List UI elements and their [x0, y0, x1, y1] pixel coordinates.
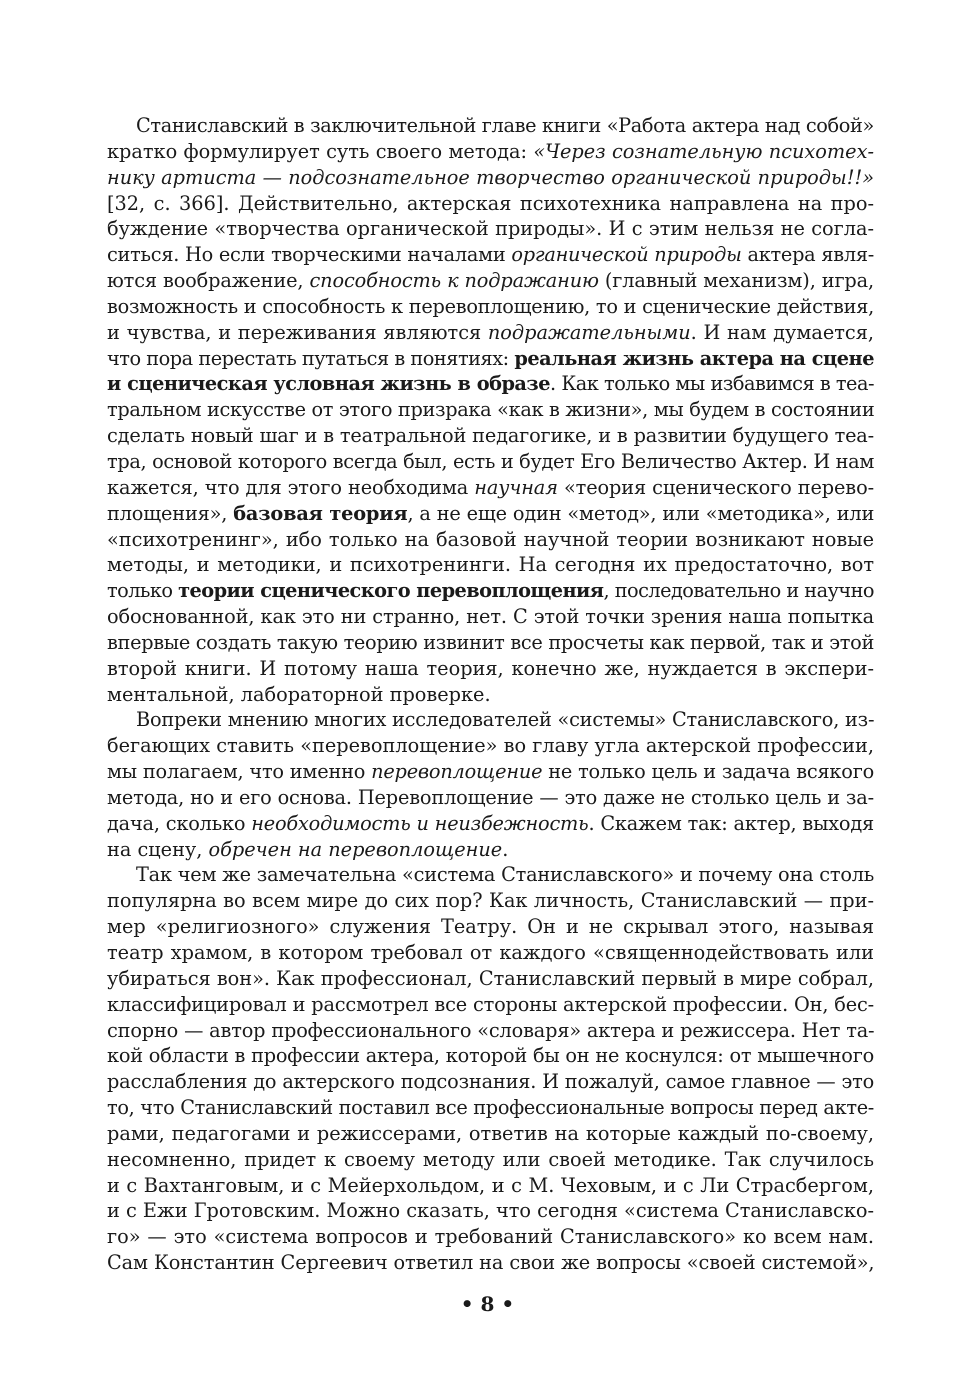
text-run: и с Вахтанговым, и с Мейерхольдом, и с М. Чеховым, и с Ли Страсбергом, — [107, 1173, 874, 1197]
text-line — [107, 992, 874, 1018]
text-line — [107, 242, 874, 268]
text-run: театр храмом, в котором требовал от каждого «священнодействовать или — [107, 941, 874, 964]
text-run: площения», — [107, 501, 234, 525]
italic-run: нику артиста — подсознательное творчество органической природы!!» — [107, 165, 874, 189]
text-line — [107, 1043, 874, 1069]
text-line — [107, 656, 874, 682]
text-line — [107, 1250, 874, 1276]
text-run: только — [107, 579, 179, 603]
paragraph — [107, 862, 874, 1276]
text-line — [107, 294, 874, 320]
text-run: кажется, что для этого необходима — [107, 475, 475, 499]
bold-run: базовая теория — [233, 501, 408, 525]
text-line — [107, 191, 874, 217]
text-line — [107, 527, 874, 553]
text-line — [107, 811, 874, 837]
text-run: ситься. Но если творческими началами — [107, 243, 512, 267]
text-run: не только цель и задача всякого — [542, 760, 874, 784]
text-run: кой области в профессии актера, которой бы он не коснулся: от мышечного — [107, 1044, 874, 1068]
text-run: Вопреки мнению многих исследователей «системы» Станиславского, из- — [136, 708, 875, 732]
text-run: актера явля- — [741, 243, 874, 267]
text-run: [32, с. 366]. Действительно, актерская психотехника направлена на про- — [107, 191, 874, 215]
paragraph — [107, 113, 874, 707]
text-run: бегающих ставить «перевоплощение» во главу угла актерской профессии, — [107, 734, 874, 758]
text-run: классифицировал и рассмотрел все стороны актерской профессии. Он, бес- — [107, 992, 875, 1016]
text-line — [107, 475, 874, 501]
text-run: убираться вон». Как профессионал, Станиславский первый в мире собрал, — [107, 966, 874, 990]
italic-run: способность к подражанию — [309, 269, 599, 293]
text-run: Так чем же замечательна «система Станиславского» и почему она столь — [136, 863, 875, 887]
text-run: обоснованной, как это ни странно, нет. С этой точки зрения наша попытка — [107, 605, 874, 629]
text-line — [107, 966, 874, 992]
text-line — [107, 707, 874, 733]
italic-run: подражательными — [487, 320, 691, 344]
text-run: что пора перестать путаться в понятиях: — [107, 346, 515, 370]
bold-run: теории сценического перевоплощения — [178, 579, 604, 603]
text-line — [107, 216, 874, 242]
text-line — [107, 1224, 874, 1250]
text-run: . — [502, 837, 509, 861]
text-run: второй книги. И потому наша теория, конечно же, нуждается в экспери- — [107, 656, 874, 680]
text-run: то, что Станиславский поставил все профессиональные вопросы перед акте- — [107, 1096, 874, 1120]
text-line — [107, 630, 874, 656]
text-line — [107, 1095, 874, 1121]
text-run: тра, основой которого всегда был, есть и будет Его Величество Актер. И нам — [107, 449, 874, 473]
italic-run: «Через сознательную психотех- — [533, 139, 874, 163]
text-run: . И нам думается, — [690, 320, 874, 344]
text-run: рами, педагогами и режиссерами, ответив на которые каждый по-своему, — [107, 1121, 874, 1145]
text-line — [107, 1069, 874, 1095]
page-number: • 8 • — [460, 1292, 515, 1316]
text-run: впервые создать такую теорию извинит все просчеты как первой, так и этой — [107, 630, 874, 654]
text-run: . Скажем так: актер, выходя — [588, 811, 875, 835]
text-line — [107, 1198, 874, 1224]
text-line — [107, 165, 874, 191]
italic-run: перевоплощение — [371, 760, 543, 784]
text-run: . Как только мы избавимся в теа- — [550, 372, 875, 396]
text-run: мер «религиозного» служения Театру. Он и не скрывал этого, называя — [107, 915, 874, 939]
italic-run: обречен на перевоплощение — [208, 837, 503, 861]
text-line — [107, 346, 874, 372]
text-run: расслабления до актерского подсознания. И пожалуй, самое главное — это — [107, 1070, 875, 1094]
italic-run: научная — [474, 475, 558, 499]
bold-run: реальная жизнь актера на сцене — [514, 346, 874, 370]
text-line — [107, 604, 874, 630]
text-line — [107, 837, 874, 863]
italic-run: необходимость и неизбежность — [251, 811, 589, 835]
text-run: тральном искусстве от этого призрака «как в жизни», мы будем в состоянии — [107, 398, 875, 422]
text-line — [107, 733, 874, 759]
text-run: , а не еще один «метод», или «методика», или — [407, 501, 875, 525]
text-line — [107, 423, 874, 449]
text-run: буждение «творчества органической природы». И с этим нельзя не согла- — [107, 217, 874, 241]
text-line — [107, 449, 874, 475]
text-run: возможность и способность к перевоплощению, то и сценические действия, — [107, 294, 874, 318]
text-run: популярна во всем мире до сих пор? Как личность, Станиславский — при- — [107, 889, 874, 913]
text-run: дача, сколько — [107, 811, 252, 835]
text-run: несомненно, придет к своему методу или своей методике. Так случилось — [107, 1147, 874, 1171]
text-run: спорно — автор профессионального «словаря» актера и режиссера. Нет та- — [107, 1018, 875, 1042]
text-line — [107, 759, 874, 785]
text-line — [107, 888, 874, 914]
text-line — [107, 1121, 874, 1147]
text-line — [107, 552, 874, 578]
text-run: Сам Константин Сергеевич ответил на свои же вопросы «своей системой», — [107, 1251, 875, 1275]
text-run: го» — это «система вопросов и требований Станиславского» ко всем нам. — [107, 1225, 874, 1249]
text-line — [107, 940, 874, 966]
text-run: , последовательно и научно — [603, 579, 874, 603]
text-line — [107, 1018, 874, 1044]
body-text — [107, 113, 874, 1276]
text-run: метода, но и его основа. Перевоплощение — это даже не столько цель и за- — [107, 785, 874, 809]
text-line — [107, 1147, 874, 1173]
text-line — [107, 578, 874, 604]
text-run: ментальной, лабораторной проверке. — [107, 682, 491, 706]
text-line — [107, 785, 874, 811]
text-line — [107, 501, 874, 527]
text-line — [107, 371, 874, 397]
text-run: сделать новый шаг и в театральной педагогике, и в развитии будущего теа- — [107, 424, 874, 448]
text-line — [107, 914, 874, 940]
text-run: мы полагаем, что именно — [107, 760, 372, 784]
text-run: «психотренинг», ибо только на базовой научной теории возникают новые — [107, 527, 874, 551]
text-run: на сцену, — [107, 837, 209, 861]
text-run: (главный механизм), игра, — [598, 269, 875, 293]
text-line — [107, 862, 874, 888]
text-run: и чувства, и переживания являются — [107, 320, 488, 344]
text-line — [107, 268, 874, 294]
text-line — [107, 1173, 874, 1199]
italic-run: органической природы — [511, 243, 742, 267]
text-line — [107, 397, 874, 423]
text-line — [107, 113, 874, 139]
text-line — [107, 320, 874, 346]
text-run: кратко формулирует суть своего метода: — [107, 139, 534, 163]
text-run: ются воображение, — [107, 269, 310, 293]
text-line — [107, 139, 874, 165]
text-run: и с Ежи Гротовским. Можно сказать, что сегодня «система Станиславско- — [107, 1199, 874, 1223]
bold-run: и сценическая условная жизнь в образе — [107, 372, 551, 396]
text-run: «теория сценического перево- — [557, 475, 874, 499]
text-run: методы, и методики, и психотренинги. На сегодня их предостаточно, вот — [107, 553, 874, 577]
text-line — [107, 682, 874, 708]
text-run: Станиславский в заключительной главе книги «Работа актера над собой» — [136, 114, 874, 137]
paragraph — [107, 707, 874, 862]
